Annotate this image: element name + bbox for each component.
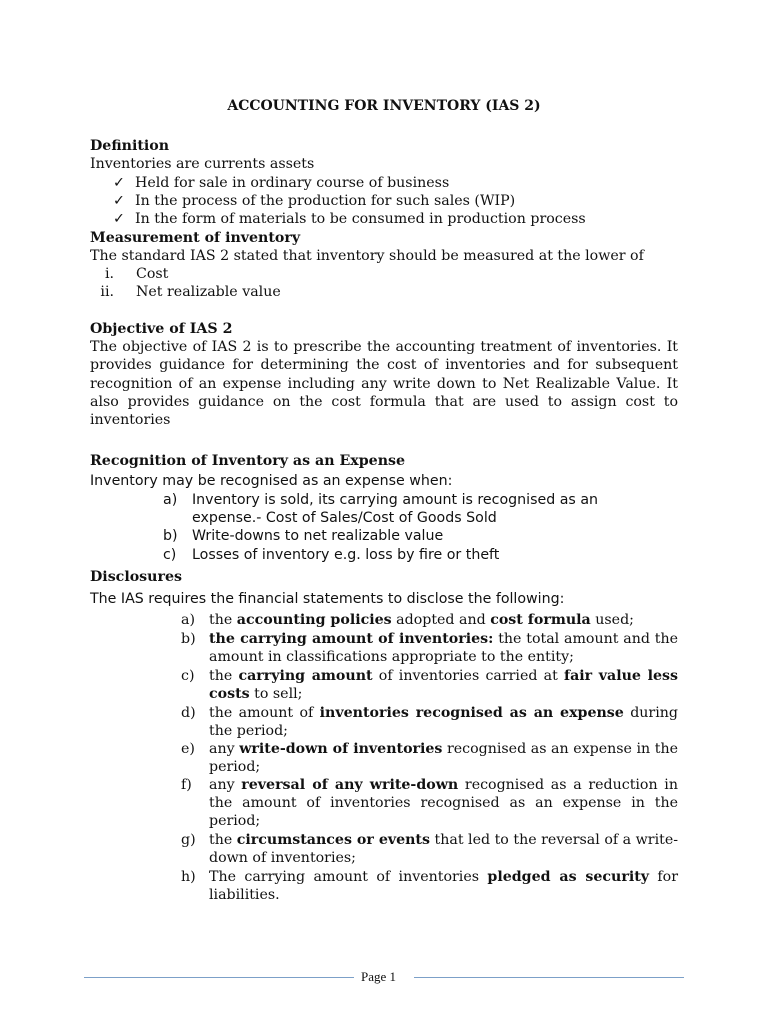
definition-heading: Definition bbox=[90, 138, 170, 154]
check-icon: ✓ bbox=[113, 211, 125, 227]
disclosures-heading: Disclosures bbox=[90, 569, 182, 585]
list-marker: e) bbox=[181, 741, 195, 757]
list-marker: d) bbox=[181, 705, 196, 721]
list-marker: a) bbox=[181, 612, 195, 628]
list-marker: c) bbox=[181, 668, 195, 684]
list-marker: b) bbox=[181, 631, 196, 647]
measurement-intro: The standard IAS 2 stated that inventory should be measured at the lower of bbox=[90, 248, 644, 264]
recognition-item-continued: expense.- Cost of Sales/Cost of Goods Sold bbox=[192, 510, 497, 526]
list-marker: g) bbox=[181, 832, 196, 848]
objective-paragraph: The objective of IAS 2 is to prescribe the accounting treatment of inventories. It provides guidance for determining the cost of inventories and for subsequent recognition of an expense including any write down to Net Realizable Value. It also provides guidance on the cost formula that are used to assign cost to inventories bbox=[90, 339, 678, 429]
recognition-item: Write-downs to net realizable value bbox=[192, 528, 444, 544]
definition-item: In the process of the production for such sales (WIP) bbox=[135, 193, 516, 209]
check-icon: ✓ bbox=[113, 175, 125, 191]
list-marker: h) bbox=[181, 869, 196, 885]
measurement-heading: Measurement of inventory bbox=[90, 230, 301, 246]
page-number-value: 1 bbox=[389, 969, 397, 984]
list-marker: ii. bbox=[100, 284, 114, 300]
measurement-item: Net realizable value bbox=[136, 284, 281, 300]
document-title: ACCOUNTING FOR INVENTORY (IAS 2) bbox=[227, 98, 541, 114]
recognition-heading: Recognition of Inventory as an Expense bbox=[90, 453, 406, 469]
check-icon: ✓ bbox=[113, 193, 125, 209]
disclosures-intro: The IAS requires the financial statements to disclose the following: bbox=[90, 591, 565, 607]
recognition-item: Inventory is sold, its carrying amount is recognised as an bbox=[192, 492, 598, 508]
definition-intro: Inventories are currents assets bbox=[90, 156, 315, 172]
footer-rule-right bbox=[414, 977, 684, 978]
list-marker: c) bbox=[163, 547, 177, 563]
definition-item: In the form of materials to be consumed in production process bbox=[135, 211, 586, 227]
disclosure-item: the amount of inventories recognised as an expense during the period; bbox=[209, 705, 678, 740]
page-label: Page bbox=[361, 969, 387, 984]
measurement-item: Cost bbox=[136, 266, 169, 282]
list-marker: a) bbox=[163, 492, 178, 508]
definition-item: Held for sale in ordinary course of business bbox=[135, 175, 450, 191]
recognition-item: Losses of inventory e.g. loss by fire or theft bbox=[192, 547, 500, 563]
disclosure-item: the carrying amount of inventories carried at fair value less costs to sell; bbox=[209, 668, 678, 703]
disclosure-item: any reversal of any write-down recognised as a reduction in the amount of inventories recognised as an expense in the period; bbox=[209, 777, 678, 830]
disclosure-item: any write-down of inventories recognised as an expense in the period; bbox=[209, 741, 678, 776]
disclosure-item: The carrying amount of inventories pledged as security for liabilities. bbox=[209, 869, 678, 904]
list-marker: b) bbox=[163, 528, 178, 544]
disclosure-item: the carrying amount of inventories: the total amount and the amount in classifications appropriate to the entity; bbox=[209, 631, 679, 666]
page-number bbox=[361, 969, 396, 985]
list-marker: i. bbox=[104, 266, 114, 282]
footer-rule-left bbox=[84, 977, 354, 978]
disclosure-item: the circumstances or events that led to the reversal of a write-down of inventories; bbox=[209, 832, 679, 867]
recognition-intro: Inventory may be recognised as an expense when: bbox=[90, 473, 453, 489]
objective-heading: Objective of IAS 2 bbox=[90, 321, 233, 337]
list-marker: f) bbox=[181, 777, 192, 793]
disclosure-item: the accounting policies adopted and cost formula used; bbox=[209, 612, 634, 628]
